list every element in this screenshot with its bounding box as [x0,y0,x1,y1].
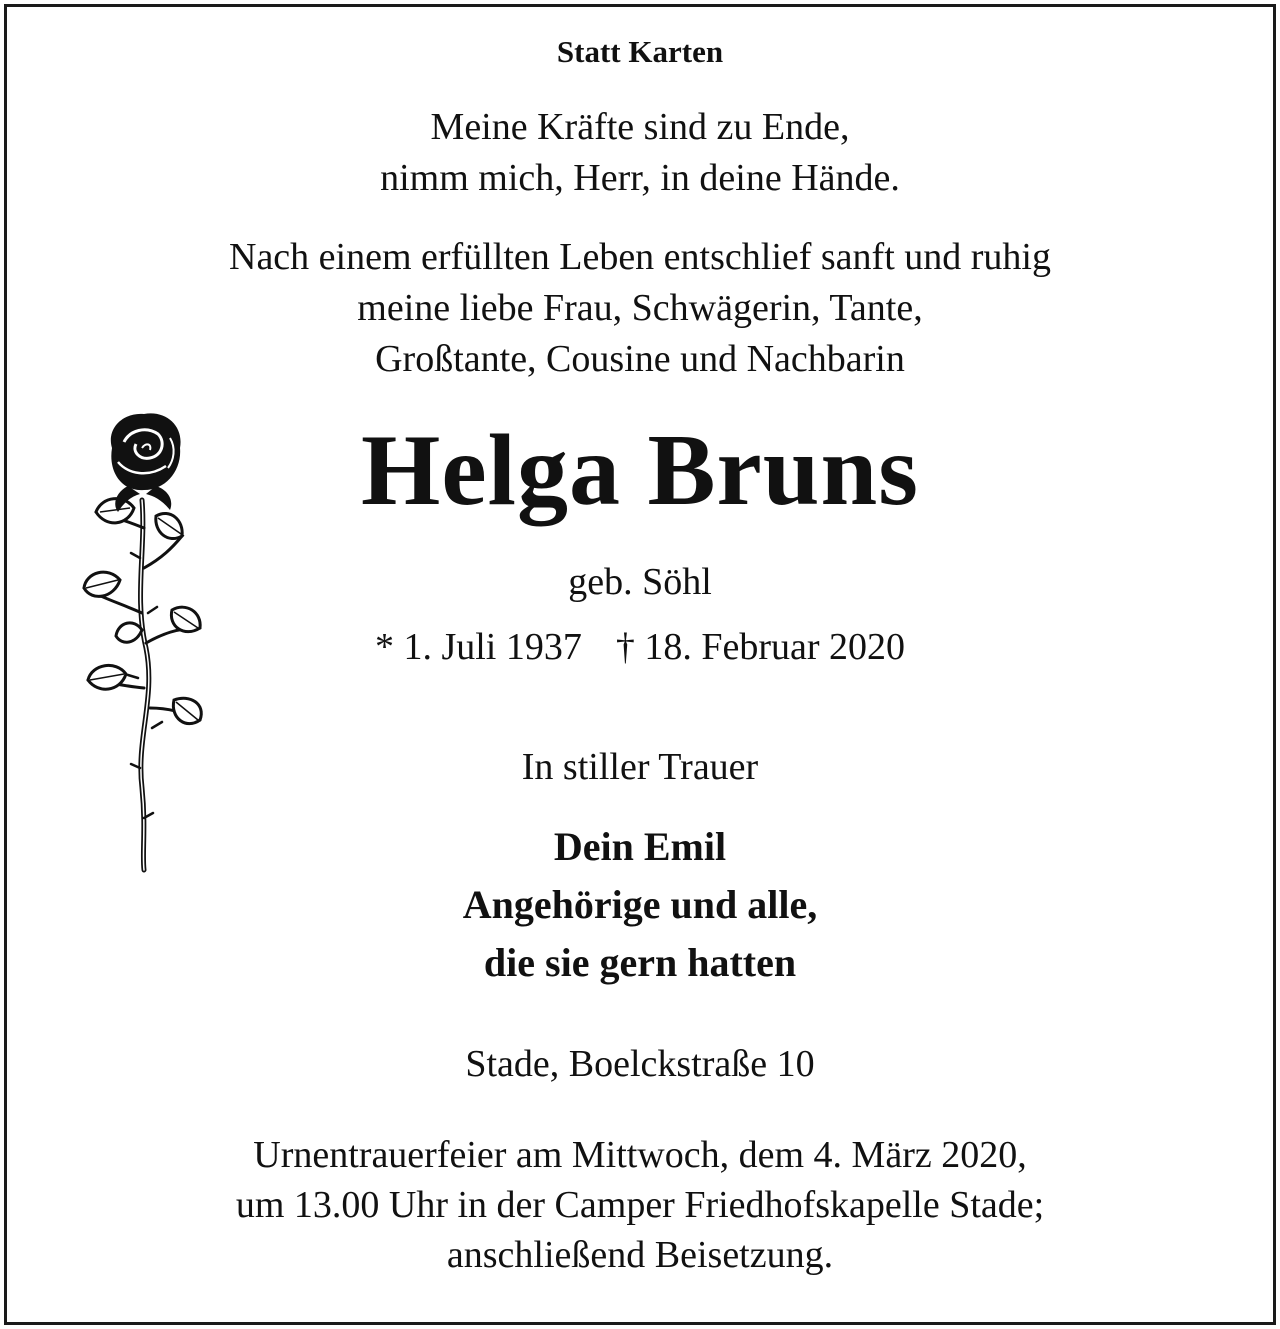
notice-header: Statt Karten [556,34,724,69]
ceremony-line-3: anschließend Beisetzung. [446,1234,834,1276]
mourning-phrase: In stiller Trauer [521,746,759,788]
verse-line-2: nimm mich, Herr, in deine Hände. [380,157,900,199]
ceremony-line-1: Urnentrauerfeier am Mittwoch, dem 4. März 2020, [253,1134,1027,1176]
ceremony-line-2: um 13.00 Uhr in der Camper Friedhofskapelle Stade; [235,1184,1045,1226]
signer-line-2: Angehörige und alle, [462,882,818,927]
verse-line-1: Meine Kräfte sind zu Ende, [430,106,850,148]
rose-icon [72,408,222,878]
address: Stade, Boelckstraße 10 [465,1043,815,1085]
intro-line-3: Großtante, Cousine und Nachbarin [375,338,905,380]
signer-line-1: Dein Emil [553,824,727,869]
intro-line-1: Nach einem erfüllten Leben entschlief sanft und ruhig [229,236,1051,278]
maiden-name: geb. Söhl [568,561,712,603]
intro-line-2: meine liebe Frau, Schwägerin, Tante, [357,287,923,329]
death-date: † 18. Februar 2020 [615,626,906,668]
birth-date: * 1. Juli 1937 [374,626,582,668]
deceased-name: Helga Bruns [361,414,919,527]
signer-line-3: die sie gern hatten [483,940,797,985]
